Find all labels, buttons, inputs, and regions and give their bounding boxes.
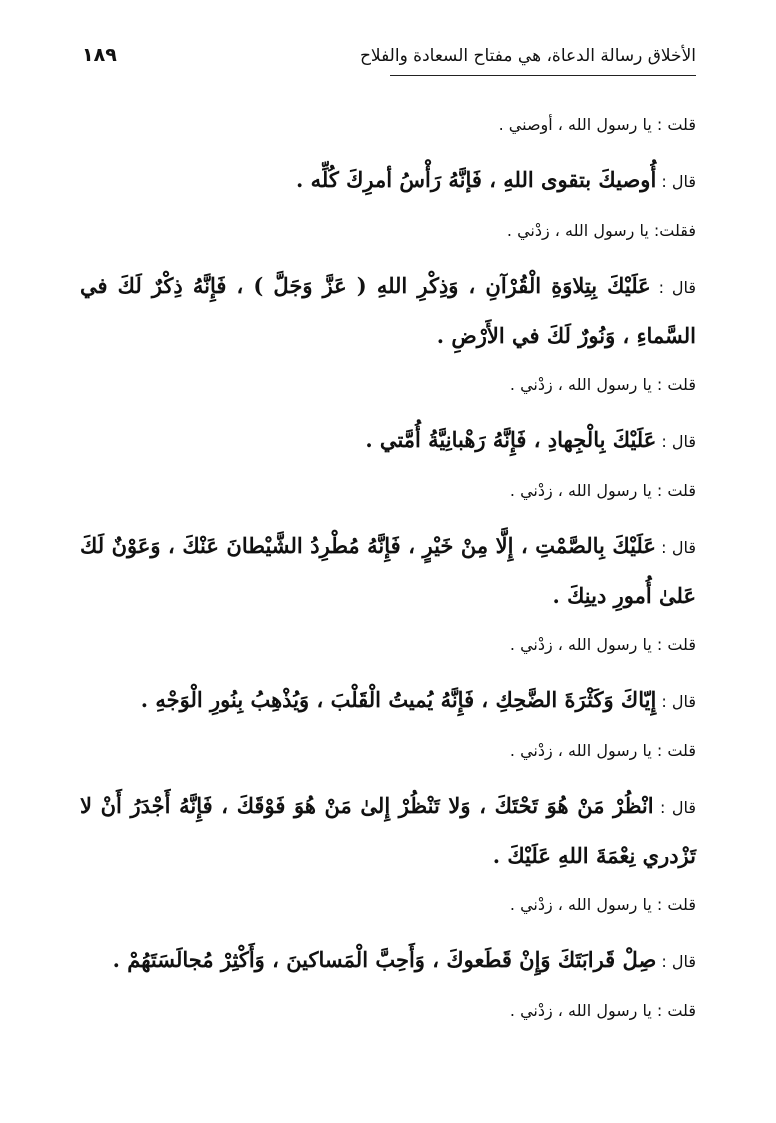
answer-lead: قال : xyxy=(656,172,696,191)
header-rule xyxy=(390,75,696,76)
answer-lead: قال : xyxy=(650,278,696,297)
question-line: قلت : يا رسول الله ، زدْني . xyxy=(509,895,696,914)
answer-line xyxy=(80,156,696,206)
answer-lead: قال : xyxy=(656,952,696,971)
answer-text: إِيّاكَ وَكَثْرَةَ الضَّحِكِ ، فَإِنَّهُ يُميتُ الْقَلْبَ ، وَيُذْهِبُ بِنُورِ الْوَجْهِ . xyxy=(140,687,657,712)
answer-lead: قال : xyxy=(656,432,696,451)
question-line: قلت : يا رسول الله ، زدْني . xyxy=(509,481,696,500)
answer-line xyxy=(80,676,696,726)
answer-line xyxy=(80,262,696,360)
answer-line xyxy=(80,416,696,466)
question-line: قلت : يا رسول الله ، زدْني . xyxy=(509,741,696,760)
answer-text: عَلَيْكَ بِالصَّمْتِ ، إِلَّا مِنْ خَيْرٍ ، فَإِنَّهُ مُطْرِدُ الشَّيْطانَ عَنْكَ ، وَعَوْنٌ لَكَ عَلىٰ أُمورِ دينِكَ . xyxy=(80,533,696,608)
page-number: ١٨٩ xyxy=(82,44,117,66)
running-title: الأخلاق رسالة الدعاة، هي مفتاح السعادة والفلاح xyxy=(359,46,696,66)
answer-lead: قال : xyxy=(656,692,696,711)
dialogue-text xyxy=(80,110,696,1042)
answer-text: أُوصيكَ بتقوى اللهِ ، فَإنَّهُ رَأْسُ أمرِكَ كُلِّه . xyxy=(295,167,657,192)
question-line: قلت : يا رسول الله ، زدْني . xyxy=(509,1001,696,1020)
answer-line xyxy=(80,782,696,880)
answer-line xyxy=(80,936,696,986)
question-line: قلت : يا رسول الله ، أوصني . xyxy=(498,115,696,134)
question-line: فقلت: يا رسول الله ، زدْني . xyxy=(506,221,696,240)
answer-text: عَلَيْكَ بِتِلاوَةِ الْقُرْآنِ ، وَذِكْرِ اللهِ ( عَزَّ وَجَلَّ ) ، فَإِنَّهُ ذِكْرٌ لَكَ في السَّماءِ ، وَنُورٌ لَكَ في الأَرْضِ . xyxy=(80,273,696,348)
question-line: قلت : يا رسول الله ، زدْني . xyxy=(509,375,696,394)
answer-lead: قال : xyxy=(653,798,696,817)
question-line: قلت : يا رسول الله ، زدْني . xyxy=(509,635,696,654)
answer-text: عَلَيْكَ بِالْجِهادِ ، فَإِنَّهُ رَهْبانِيَّةُ أُمَّتي . xyxy=(365,427,657,452)
answer-lead: قال : xyxy=(655,538,696,557)
answer-text: انْظُرْ مَنْ هُوَ تَحْتَكَ ، وَلا تَنْظُرْ إِلىٰ مَنْ هُوَ فَوْقَكَ ، فَإِنَّهُ أَجْدَرُ أَنْ لا تَزْدري نِعْمَةَ اللهِ عَلَيْكَ . xyxy=(80,793,696,868)
page-header xyxy=(82,40,696,76)
answer-text: صِلْ قَرابَتَكَ وَإِنْ قَطَعوكَ ، وَأَحِبَّ الْمَساكينَ ، وَأَكْثِرْ مُجالَسَتَهُمْ . xyxy=(112,947,657,972)
answer-line xyxy=(80,522,696,620)
